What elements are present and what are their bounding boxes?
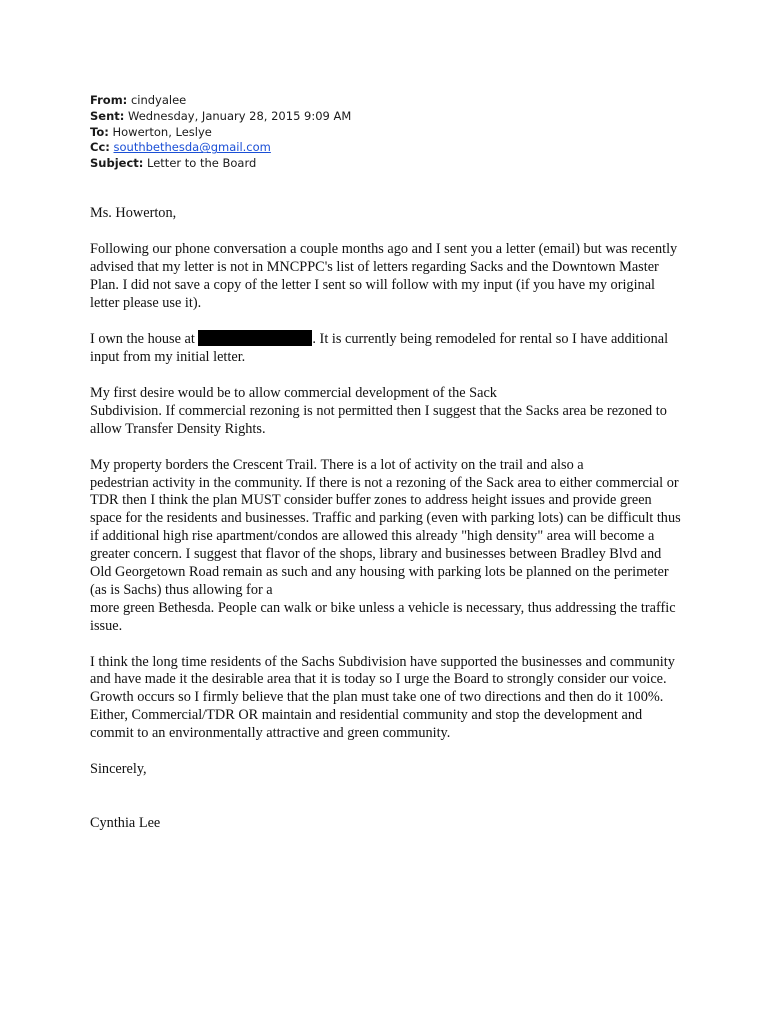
- to-row: [90, 125, 351, 141]
- closing: Sincerely,: [90, 761, 147, 777]
- subject-row: [90, 156, 351, 172]
- cc-label: Cc:: [90, 140, 110, 155]
- paragraph-first-desire: [90, 385, 686, 439]
- from-value: cindyalee: [130, 93, 187, 107]
- paragraph-phone-conversation: Following our phone conversation a couple months ago and I sent you a letter (email) but was recently advised that my letter is not in MNCPPC's list of letters regarding Sacks and the Downtown Master Plan. I did not save a copy of the letter I sent so will follow with my input (if you have my original letter please use it).: [90, 240, 678, 311]
- sent-label: Sent:: [90, 108, 125, 123]
- property-line-1: My property borders the Crescent Trail. There is a lot of activity on the trail and also a: [90, 456, 584, 473]
- property-line-end: more green Bethesda. People can walk or bike unless a vehicle is necessary, thus addressing the traffic issue.: [90, 599, 676, 634]
- email-header: [90, 93, 351, 172]
- letter-body: [90, 205, 686, 851]
- to-label: To:: [90, 124, 109, 139]
- paragraph-property-borders: [90, 457, 686, 636]
- to-value: Howerton, Leslye: [112, 124, 212, 139]
- sent-row: [90, 109, 351, 125]
- redacted-address: [198, 330, 312, 346]
- paragraph-long-time-residents: I think the long time residents of the Sachs Subdivision have supported the businesses and community and have made it the desirable area that it is today so I urge the Board to strongly consider our voice. Growth occurs so I firmly believe that the plan must take one of two directions and then do it 100%. Either, Commercial/TDR OR maintain and residential community and stop the development and commit to an environmentally attractive and green community.: [90, 653, 675, 742]
- first-desire-line-1: My first desire would be to allow commercial development of the Sack: [90, 385, 497, 402]
- subject-value: Letter to the Board: [147, 156, 257, 171]
- sent-value: Wednesday, January 28, 2015 9:09 AM: [128, 108, 352, 123]
- signature: Cynthia Lee: [90, 814, 161, 831]
- paragraph-house: [90, 330, 686, 367]
- subject-label: Subject:: [90, 156, 144, 171]
- salutation: Ms. Howerton,: [90, 205, 177, 221]
- house-text-before: I own the house at: [90, 331, 199, 348]
- cc-row: [90, 140, 351, 156]
- from-label: From:: [90, 93, 128, 107]
- house-text-after: . It is currently being remodeled for rental so I have additional input from my initial letter.: [90, 331, 669, 366]
- property-rest: pedestrian activity in the community. If there is not a rezoning of the Sack area to either commercial or TDR then I think the plan MUST consider buffer zones to address height issues and provide green space for the residents and businesses. Traffic and parking (even with parking lots) can be difficult thus if additional high rise apartment/condos are allowed this already "high density" area will become a greater concern. I suggest that flavor of the shops, library and businesses between Bradley Blvd and Old Georgetown Road remain as such and any housing with parking lots be planned on the perimeter (as is Sachs) thus allowing for a: [90, 474, 681, 598]
- first-desire-rest: Subdivision. If commercial rezoning is not permitted then I suggest that the Sacks area be rezoned to allow Transfer Density Rights.: [90, 402, 667, 437]
- cc-email-link[interactable]: southbethesda@gmail.com: [113, 140, 271, 155]
- from-row: [90, 93, 351, 109]
